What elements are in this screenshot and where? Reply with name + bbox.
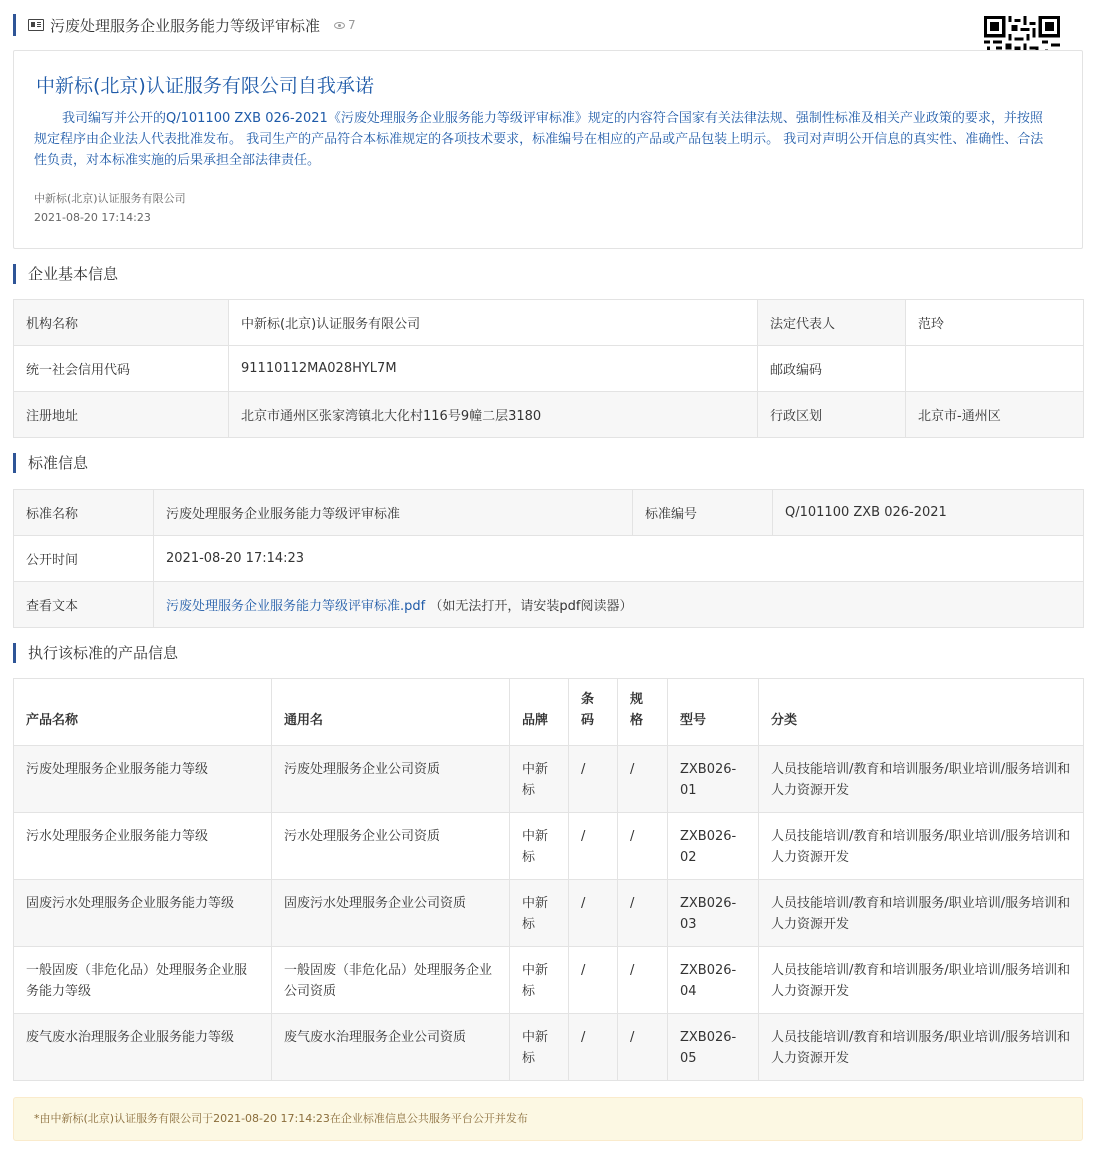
brand: 中新标 — [510, 1014, 569, 1081]
product-name: 废气废水治理服务企业服务能力等级 — [14, 1014, 272, 1081]
spec: / — [618, 947, 668, 1014]
table-row — [14, 813, 1084, 880]
page-title: 污废处理服务企业服务能力等级评审标准 — [50, 16, 321, 35]
address-value: 北京市通州区张家湾镇北大化村116号9幢二层3180 — [229, 392, 758, 438]
product-name: 一般固废（非危化品）处理服务企业服务能力等级 — [14, 947, 272, 1014]
self-commitment-panel — [13, 50, 1083, 249]
region-value: 北京市-通州区 — [906, 392, 1084, 438]
view-count-value: 7 — [348, 18, 356, 32]
commitment-heading: 中新标(北京)认证服务有限公司自我承诺 — [36, 75, 374, 97]
zip-code-value — [906, 346, 1084, 392]
table-row — [14, 346, 1084, 392]
table-row — [14, 880, 1084, 947]
commitment-signature: 中新标(北京)认证服务有限公司 — [34, 192, 186, 205]
brand: 中新标 — [510, 746, 569, 813]
standard-name-label: 标准名称 — [14, 490, 154, 536]
table-row — [14, 746, 1084, 813]
model: ZXB026-02 — [668, 813, 759, 880]
table-row — [14, 947, 1084, 1014]
category: 人员技能培训/教育和培训服务/职业培训/服务培训和人力资源开发 — [759, 813, 1084, 880]
column-header: 条码 — [569, 679, 618, 746]
legal-rep-label: 法定代表人 — [758, 300, 906, 346]
publish-time-label: 公开时间 — [14, 536, 154, 582]
region-label: 行政区划 — [758, 392, 906, 438]
column-header: 通用名 — [272, 679, 510, 746]
table-row — [14, 392, 1084, 438]
page-header — [13, 14, 356, 36]
brand: 中新标 — [510, 813, 569, 880]
zip-code-label: 邮政编码 — [758, 346, 906, 392]
common-name: 固废污水处理服务企业公司资质 — [272, 880, 510, 947]
column-header: 分类 — [759, 679, 1084, 746]
common-name: 污水处理服务企业公司资质 — [272, 813, 510, 880]
standard-info-table — [13, 489, 1084, 628]
table-header-row — [14, 679, 1084, 746]
view-text-label: 查看文本 — [14, 582, 154, 628]
standard-code-label: 标准编号 — [633, 490, 773, 536]
common-name: 污废处理服务企业公司资质 — [272, 746, 510, 813]
product-name: 固废污水处理服务企业服务能力等级 — [14, 880, 272, 947]
barcode: / — [569, 880, 618, 947]
publish-time-value: 2021-08-20 17:14:23 — [154, 536, 1084, 582]
model: ZXB026-03 — [668, 880, 759, 947]
standard-code-value: Q/101100 ZXB 026-2021 — [773, 490, 1084, 536]
product-table — [13, 678, 1084, 1081]
org-name-value: 中新标(北京)认证服务有限公司 — [229, 300, 758, 346]
barcode: / — [569, 746, 618, 813]
model: ZXB026-04 — [668, 947, 759, 1014]
table-row — [14, 582, 1084, 628]
view-count — [334, 18, 356, 32]
barcode: / — [569, 947, 618, 1014]
standard-name-value: 污废处理服务企业服务能力等级评审标准 — [154, 490, 633, 536]
org-name-label: 机构名称 — [14, 300, 229, 346]
spec: / — [618, 1014, 668, 1081]
brand: 中新标 — [510, 880, 569, 947]
column-header: 品牌 — [510, 679, 569, 746]
credit-code-label: 统一社会信用代码 — [14, 346, 229, 392]
product-name: 污水处理服务企业服务能力等级 — [14, 813, 272, 880]
company-info-table — [13, 299, 1084, 438]
category: 人员技能培训/教育和培训服务/职业培训/服务培训和人力资源开发 — [759, 746, 1084, 813]
spec: / — [618, 746, 668, 813]
document-icon — [28, 19, 44, 31]
column-header: 产品名称 — [14, 679, 272, 746]
common-name: 一般固废（非危化品）处理服务企业公司资质 — [272, 947, 510, 1014]
view-text-cell — [154, 582, 1084, 628]
section-heading-standard: 标准信息 — [13, 453, 88, 473]
address-label: 注册地址 — [14, 392, 229, 438]
brand: 中新标 — [510, 947, 569, 1014]
barcode: / — [569, 813, 618, 880]
barcode: / — [569, 1014, 618, 1081]
model: ZXB026-01 — [668, 746, 759, 813]
common-name: 废气废水治理服务企业公司资质 — [272, 1014, 510, 1081]
section-heading-products: 执行该标准的产品信息 — [13, 643, 178, 663]
publish-notice: *由中新标(北京)认证服务有限公司于2021-08-20 17:14:23在企业标准信息公共服务平台公开并发布 — [13, 1097, 1083, 1141]
table-row — [14, 490, 1084, 536]
legal-rep-value: 范玲 — [906, 300, 1084, 346]
column-header: 型号 — [668, 679, 759, 746]
commitment-time: 2021-08-20 17:14:23 — [34, 211, 151, 224]
spec: / — [618, 813, 668, 880]
table-row — [14, 536, 1084, 582]
category: 人员技能培训/教育和培训服务/职业培训/服务培训和人力资源开发 — [759, 947, 1084, 1014]
spec: / — [618, 880, 668, 947]
column-header: 规格 — [618, 679, 668, 746]
eye-icon — [334, 22, 345, 29]
table-row — [14, 1014, 1084, 1081]
category: 人员技能培训/教育和培训服务/职业培训/服务培训和人力资源开发 — [759, 880, 1084, 947]
pdf-reader-note: （如无法打开，请安装pdf阅读器） — [429, 599, 633, 614]
table-row — [14, 300, 1084, 346]
product-name: 污废处理服务企业服务能力等级 — [14, 746, 272, 813]
pdf-file-link[interactable]: 污废处理服务企业服务能力等级评审标准.pdf — [166, 599, 426, 614]
section-heading-basic: 企业基本信息 — [13, 264, 118, 284]
credit-code-value: 91110112MA028HYL7M — [229, 346, 758, 392]
model: ZXB026-05 — [668, 1014, 759, 1081]
category: 人员技能培训/教育和培训服务/职业培训/服务培训和人力资源开发 — [759, 1014, 1084, 1081]
commitment-body: 我司编写并公开的Q/101100 ZXB 026-2021《污废处理服务企业服务能力等级评审标准》规定的内容符合国家有关法律法规、强制性标准及相关产业政策的要求，并按照规定程序由企业法人代表批准发布。 我司生产的产品符合本标准规定的各项技术要求，标准编号在相应的产品或产品包装上明示。 我司对声明公开信息的真实性、准确性、合法性负责，对本标准实施的后果承担全部法律责任。 — [34, 111, 1044, 168]
